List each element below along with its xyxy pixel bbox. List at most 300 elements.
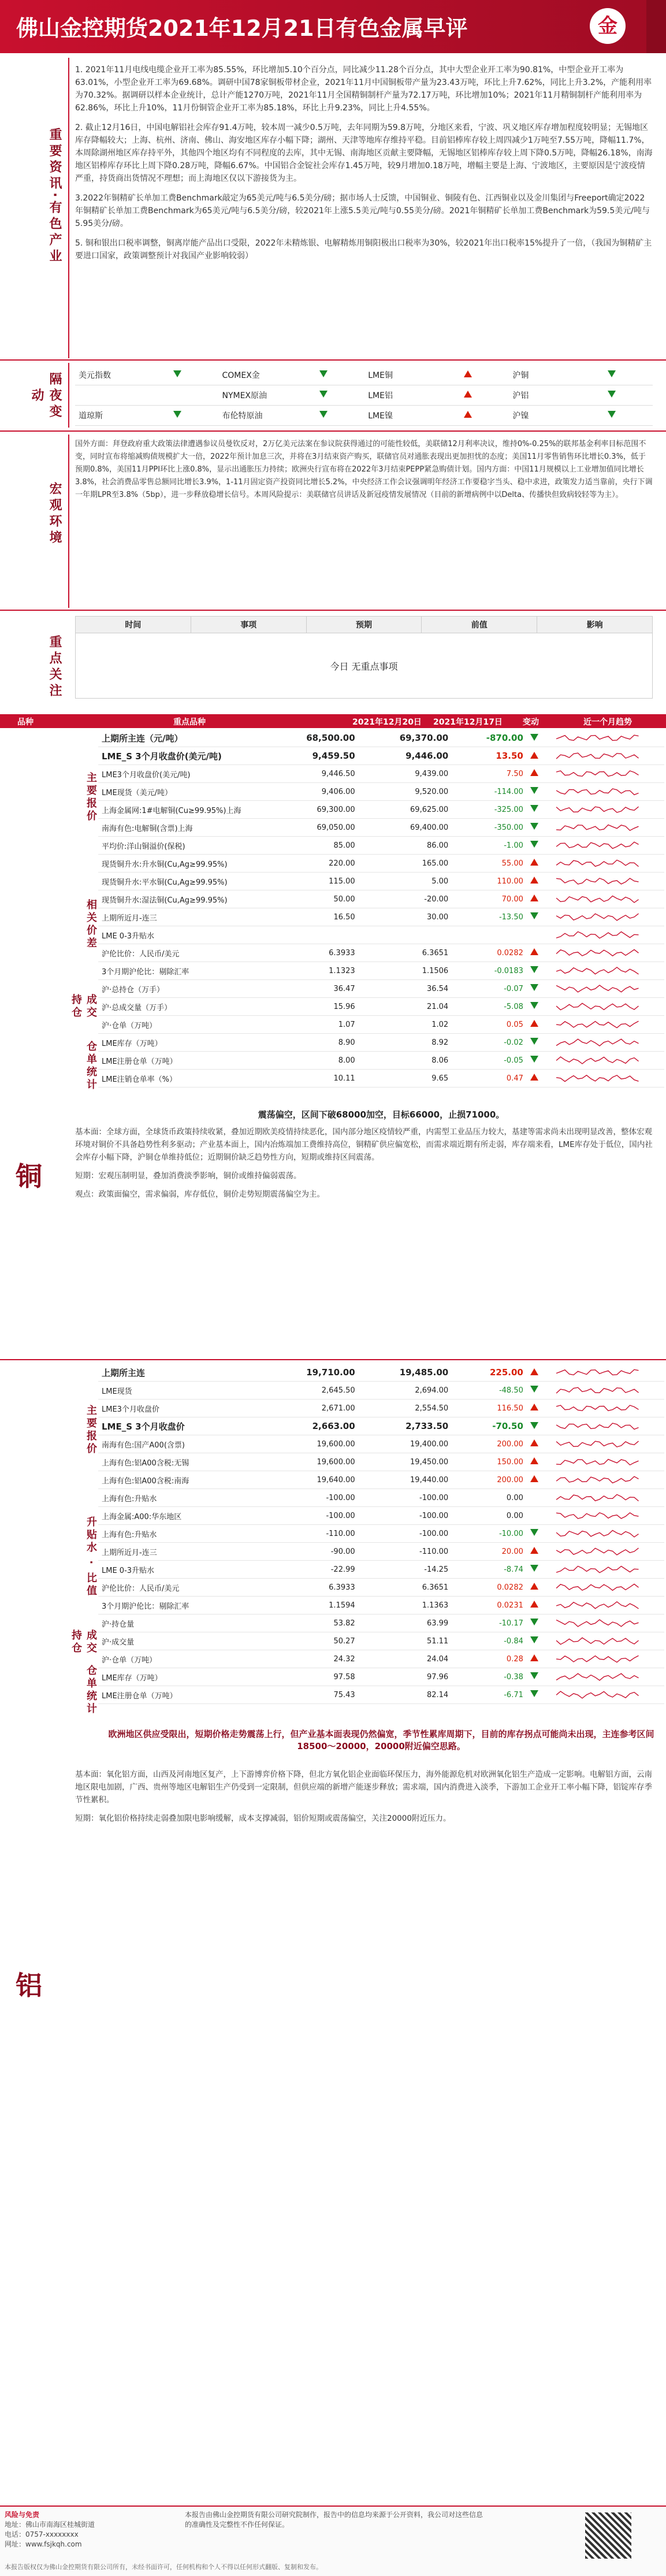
row-name: 3个月期沪伦比：剔除汇率	[98, 1597, 265, 1614]
value-previous: 24.04	[359, 1650, 452, 1668]
footer-address: 地址：佛山市南海区桂城街道	[5, 2521, 95, 2529]
trend-sparkline	[556, 856, 643, 870]
value-change: -0.84	[452, 1632, 527, 1650]
company-logo: 金	[590, 8, 626, 44]
price-row	[98, 819, 664, 837]
overnight-item-dir	[316, 385, 364, 406]
up-arrow-icon	[530, 769, 538, 776]
aluminum-band: 欧洲地区供应受限出，短期价格走势震荡上行，但产业基本面表现仍然偏宽，季节性累库周期下，目前的库存拐点可能尚未出现，主连参考区间18500～20000，20000附近偏空思路。	[108, 1729, 654, 1751]
value-current: 10.11	[265, 1070, 359, 1087]
price-row	[98, 1364, 664, 1382]
trend-sparkline	[556, 785, 643, 799]
copper-band: 震荡偏空，区间下破68000加空，目标66000，止损71000。	[258, 1109, 505, 1120]
copper-group-stock: 仓单统计	[85, 1041, 97, 1092]
trend-cell	[553, 1686, 664, 1704]
trend-line	[556, 1039, 639, 1046]
trend-line	[556, 967, 639, 974]
news-item: 5. 铜和银出口税率调整，铜离岸能产品出口受限，2022年未精炼银、电解精炼用铜阳极出口税率为30%，较2021年出口税率15%提升了一倍，（我国为铜精矿主要进口国家，政策调整预计对我国产业影响较弱）	[75, 239, 652, 261]
value-current: 19,600.00	[265, 1435, 359, 1453]
trend-line	[556, 949, 639, 956]
value-current: 9,446.50	[265, 765, 359, 783]
price-row	[98, 944, 664, 962]
value-change: -0.07	[452, 980, 527, 998]
trend-sparkline	[556, 1598, 643, 1612]
value-change: -350.00	[452, 819, 527, 837]
analysis-para: 基本面：氧化铝方面，山西及河南地区复产，上下游博弈价格下降，但北方氧化铝企业面临环保压力，海外能源危机对欧洲氧化铝生产造成一定影响。电解铝方面，云南地区限电加剧，广西、贵州等地区电解铝生产仍受到一定限制，但供应端的新增产能逐步释放；需求端，国内消费进入淡季，下游加工企业开工率小幅下降，铝锭库存季节性累积。	[75, 1770, 652, 1805]
value-change: 200.00	[452, 1471, 527, 1489]
macro-text: 国外方面：拜登政府重大政策法律遭遇参议员曼钦反对，2万亿美元法案在参议院获得通过的可能性较低，美联储12月利率决议，维持0%-0.25%的联邦基金利率目标范围不变，同时宣布将缩减购债规模扩大一倍，2022年预计加息三次，并将在3月结束资产购买，联储官员对通胀表现出更加担忧的态度；美国11月零售销售环比增长0.3%，低于预期0.8%，美国11月PPI环比上涨0.8%，显示出通胀压力持续；欧洲央行宣布将在2022年3月结束PEPP紧急购债计划。国内方面：中国11月规模以上工业增加值同比增长3.8%，社会消费品零售总额同比增长3.9%，1-11月固定资产投资同比增长5.2%，中央经济工作会议强调明年经济工作要稳字当头、稳中求进，政策发力适当靠前，央行下调一年期LPR至3.8%（5bp），进一步释放稳增长信号。本周风险提示：美联储官员讲话及新冠疫情发展情况（目前的新增病例中以Delta、传播快但致病较轻等为主）。	[75, 440, 653, 499]
row-name: LME现货（美元/吨）	[98, 783, 265, 801]
price-row	[98, 783, 664, 801]
down-arrow-icon	[530, 734, 538, 741]
value-previous: 2,554.50	[359, 1400, 452, 1417]
section-divider	[68, 58, 69, 358]
up-arrow-icon	[530, 1457, 538, 1464]
value-current: 75.43	[265, 1686, 359, 1704]
value-change: 116.50	[452, 1400, 527, 1417]
value-change: -48.50	[452, 1382, 527, 1400]
trend-line	[556, 1405, 639, 1411]
change-arrow	[527, 1016, 553, 1034]
up-arrow-icon	[530, 859, 538, 866]
value-change: 0.47	[452, 1070, 527, 1087]
trend-line	[556, 1423, 639, 1429]
value-current	[265, 926, 359, 944]
value-current: 68,500.00	[265, 729, 359, 747]
change-arrow	[527, 783, 553, 801]
trend-sparkline	[556, 803, 643, 816]
row-name: 上海有色:升贴水	[98, 1489, 265, 1507]
trend-line	[556, 1075, 639, 1082]
value-change: 0.28	[452, 1650, 527, 1668]
down-arrow-icon	[530, 805, 538, 812]
value-current: 50.27	[265, 1632, 359, 1650]
value-current: 24.32	[265, 1650, 359, 1668]
overnight-item-name	[75, 385, 170, 406]
up-arrow-icon	[530, 1583, 538, 1590]
value-current: 53.82	[265, 1614, 359, 1632]
row-name: LME注销仓单率（%）	[98, 1070, 265, 1087]
trend-line	[556, 1656, 639, 1662]
overnight-item-dir	[604, 365, 653, 385]
value-change: -6.71	[452, 1686, 527, 1704]
trend-sparkline	[556, 1473, 643, 1487]
down-arrow-icon	[608, 411, 616, 418]
up-arrow-icon	[530, 752, 538, 759]
price-row	[98, 1489, 664, 1507]
up-arrow-icon	[530, 1074, 538, 1081]
row-name: LME现货	[98, 1382, 265, 1400]
change-arrow	[527, 1400, 553, 1417]
value-previous: 9.65	[359, 1070, 452, 1087]
value-previous: 1.1506	[359, 962, 452, 980]
trend-line	[556, 1548, 639, 1555]
trend-sparkline	[556, 946, 643, 960]
news-item: 1. 2021年11月电线电缆企业开工率为85.55%，环比增加5.10个百分点，同比减少11.28个百分点，其中大型企业开工率为90.81%，中型企业开工率为63.01%，小型企业开工率为69.68%。调研中国78家铜板带材企业，2021年11月中国铜板带产量为23.43万吨，环比上升7.62%，同比上升3.2%，产能利用率为70.32%。据调研以样本企业统计，总计产能1270万吨，2021年11月全国精铜制杆产量为72.17万吨，环比增加10%；2021年11月精铜制杆产能利用率为62.86%，环比上升10%，11月份铜管企业开工率为85.18%，环比上升9.23%，同比上升4.55%。	[75, 65, 652, 113]
down-arrow-icon	[530, 1386, 538, 1393]
value-current: 9,459.50	[265, 747, 359, 765]
overnight-item-name: 沪铝	[509, 385, 604, 406]
trend-cell	[553, 926, 664, 944]
trend-cell	[553, 1668, 664, 1686]
trend-sparkline	[556, 1437, 643, 1451]
trend-cell	[553, 873, 664, 890]
col-item: 重点品种	[173, 718, 206, 727]
change-arrow	[527, 980, 553, 998]
aluminum-group-spread: 升贴水 · 比值	[85, 1516, 97, 1598]
overnight-row	[75, 385, 653, 406]
trend-line	[556, 1673, 639, 1680]
focus-col-expected: 预期	[306, 617, 422, 633]
trend-sparkline	[556, 1616, 643, 1630]
trend-line	[556, 931, 639, 938]
trend-line	[556, 1494, 639, 1501]
trend-cell	[553, 962, 664, 980]
trend-sparkline	[556, 910, 643, 924]
aluminum-group-trade: 成交持仓	[70, 1630, 97, 1655]
aluminum-group-price: 主要报价	[85, 1405, 97, 1456]
value-previous: -100.00	[359, 1489, 452, 1507]
value-previous: 21.04	[359, 998, 452, 1016]
trend-line	[556, 842, 639, 848]
price-row	[98, 873, 664, 890]
overnight-item-dir	[170, 365, 218, 385]
value-change: -114.00	[452, 783, 527, 801]
trend-sparkline	[556, 749, 643, 763]
value-change: -0.0183	[452, 962, 527, 980]
trend-cell	[553, 1453, 664, 1471]
row-name: 上海有色:升贴水	[98, 1525, 265, 1543]
value-previous: 5.00	[359, 873, 452, 890]
up-arrow-icon	[530, 1654, 538, 1661]
overnight-item-dir	[316, 406, 364, 426]
trend-line	[556, 789, 639, 795]
value-change: 13.50	[452, 747, 527, 765]
value-current: -110.00	[265, 1525, 359, 1543]
footer	[0, 2506, 666, 2576]
value-change: -1.00	[452, 837, 527, 855]
value-previous: 9,520.00	[359, 783, 452, 801]
section-divider	[68, 435, 69, 608]
row-name: LME_S 3个月收盘价	[98, 1417, 265, 1435]
analysis-para: 短期：氧化铝价格持续走弱叠加限电影响缓解，成本支撑减弱，铝价短期或震荡偏空，关注20000附近压力。	[75, 1814, 451, 1823]
trend-line	[556, 1003, 639, 1009]
value-previous	[359, 926, 452, 944]
up-arrow-icon	[530, 1020, 538, 1027]
row-name: 现货铜升水:平水铜(Cu,Ag≥99.95%)	[98, 873, 265, 890]
down-arrow-icon	[530, 1422, 538, 1429]
down-arrow-icon	[319, 411, 328, 418]
row-name: 南海有色:国产A00(含票)	[98, 1435, 265, 1453]
trend-cell	[553, 1543, 664, 1561]
row-name: LME3个月收盘价(美元/吨)	[98, 765, 265, 783]
price-row	[98, 1400, 664, 1417]
trend-line	[556, 985, 639, 992]
change-arrow	[527, 1507, 553, 1525]
footer-statement: 本报告由佛山金控期货有限公司研究院制作，报告中的信息均来源于公开资料，我公司对这些信息的准确性及完整性不作任何保证。	[185, 2511, 483, 2529]
value-change	[452, 926, 527, 944]
row-name: LME库存（万吨）	[98, 1034, 265, 1052]
value-previous: -100.00	[359, 1525, 452, 1543]
down-arrow-icon	[173, 370, 181, 377]
value-current: 85.00	[265, 837, 359, 855]
value-current: 19,710.00	[265, 1364, 359, 1382]
trend-sparkline	[556, 1688, 643, 1702]
section-rule	[0, 359, 666, 361]
price-row	[98, 1016, 664, 1034]
value-change: -70.50	[452, 1417, 527, 1435]
price-row	[98, 1561, 664, 1579]
trend-line	[556, 1620, 639, 1627]
overnight-row	[75, 406, 653, 426]
down-arrow-icon	[608, 370, 616, 377]
value-current: 8.90	[265, 1034, 359, 1052]
news-item: 2. 截止12月16日，中国电解铝社会库存91.4万吨，较本周一减少0.5万吨，去年同期为59.8万吨，分地区来看，宁波、巩义地区库存增加程度较明显；无锡地区库存降幅较大；上海、杭州、济南、佛山、海安地区库存小幅下降；湖州、天津等地库存维持平稳。目前铝棒库存较上周四减少1万吨至7.55万吨，降幅11.7%，本周除湖州地区库存持平外，其他四个地区均有不同程度的去库，其中无锡、南海地区贡献主要降幅，无锡地区铝棒库存较上周下降0.5万吨，降幅26.18%，南海地区铝棒库存环比上周下降0.28万吨，降幅6.67%。中国铝合金锭社会库存1.45万吨，较9月增加0.18万吨，增幅主要是上海、宁波地区，主要原因是宁波疫情严重，持货商出货情况不理想；而上海地区仅以下游接货为主。	[75, 123, 653, 183]
down-arrow-icon	[530, 1056, 538, 1063]
news-item: 3.2022年铜精矿长单加工费Benchmark敲定为65美元/吨与6.5美分/磅；据市场人士反馈，中国铜业、铜陵有色、江西铜业以及金川集团与Freeport确定2022年铜精矿长单加工费Benchmark为65美元/吨与6.5美分/磅，较2021年上涨5.5美元/吨与0.55美分/磅。2021年铜精矿长单加工费Benchmark为59.5美元/吨与5.95美分/磅。	[75, 194, 650, 228]
trend-sparkline	[556, 1401, 643, 1415]
row-name: 沪·总成交量（万手）	[98, 998, 265, 1016]
value-current: -100.00	[265, 1489, 359, 1507]
value-previous: 19,485.00	[359, 1364, 452, 1382]
row-name: 沪伦比价：人民币/美元	[98, 944, 265, 962]
focus-col-time: 时间	[76, 617, 191, 633]
up-arrow-icon	[530, 1368, 538, 1375]
price-row	[98, 1034, 664, 1052]
value-previous: 1.1363	[359, 1597, 452, 1614]
col-trend: 近一个月趋势	[583, 718, 632, 727]
price-row	[98, 1579, 664, 1597]
value-current: 115.00	[265, 873, 359, 890]
trend-cell	[553, 998, 664, 1016]
price-row	[98, 1417, 664, 1435]
price-row	[98, 729, 664, 747]
trend-line	[556, 1638, 639, 1644]
overnight-item-name: NYMEX原油	[218, 385, 315, 406]
trend-line	[556, 1441, 639, 1447]
news-block	[75, 64, 653, 269]
copper-price-table	[98, 729, 664, 1087]
trend-cell	[553, 1471, 664, 1489]
change-arrow	[527, 1471, 553, 1489]
change-arrow	[527, 1650, 553, 1668]
value-current: -22.99	[265, 1561, 359, 1579]
trend-sparkline	[556, 1018, 643, 1031]
trend-line	[556, 1387, 639, 1393]
value-change: -325.00	[452, 801, 527, 819]
price-row	[98, 1070, 664, 1087]
trend-cell	[553, 801, 664, 819]
down-arrow-icon	[530, 1672, 538, 1679]
change-arrow	[527, 1543, 553, 1561]
overnight-item-name: LME铜	[364, 365, 460, 385]
trend-line	[556, 1476, 639, 1483]
price-row	[98, 1543, 664, 1561]
price-row	[98, 962, 664, 980]
trend-sparkline	[556, 1455, 643, 1469]
value-change: 0.05	[452, 1016, 527, 1034]
value-current: 1.1594	[265, 1597, 359, 1614]
trend-sparkline	[556, 982, 643, 996]
value-current: 19,640.00	[265, 1471, 359, 1489]
footer-risk-title: 风险与免责	[5, 2511, 40, 2519]
trend-sparkline	[556, 731, 643, 745]
value-change: 0.00	[452, 1507, 527, 1525]
value-previous: 86.00	[359, 837, 452, 855]
change-arrow	[527, 1632, 553, 1650]
qr-code	[585, 2512, 631, 2559]
down-arrow-icon	[530, 1565, 538, 1572]
trend-sparkline	[556, 1419, 643, 1433]
overnight-item-name: 沪镍	[509, 406, 604, 426]
row-name: 沪·持仓量	[98, 1614, 265, 1632]
value-change: -10.17	[452, 1614, 527, 1632]
value-change: 0.0282	[452, 944, 527, 962]
row-name: 3个月期沪伦比：剔除汇率	[98, 962, 265, 980]
down-arrow-icon	[530, 787, 538, 794]
section-rule	[0, 610, 666, 611]
trend-sparkline	[556, 1035, 643, 1049]
trend-line	[556, 878, 639, 884]
price-row	[98, 890, 664, 908]
trend-line	[556, 1691, 639, 1698]
report-header	[0, 0, 666, 53]
value-change: -10.00	[452, 1525, 527, 1543]
trend-cell	[553, 1400, 664, 1417]
value-current: 8.00	[265, 1052, 359, 1070]
trend-cell	[553, 1052, 664, 1070]
value-current: 2,645.50	[265, 1382, 359, 1400]
trend-cell	[553, 980, 664, 998]
overnight-item-dir	[460, 406, 509, 426]
trend-sparkline	[556, 1670, 643, 1684]
trend-sparkline	[556, 1527, 643, 1541]
trend-cell	[553, 837, 664, 855]
trend-cell	[553, 1364, 664, 1382]
row-name: LME_S 3个月收盘价(美元/吨)	[98, 747, 265, 765]
overnight-item-dir	[604, 406, 653, 426]
section-macro-label: 宏观环境	[47, 482, 62, 547]
col-date2: 2021年12月17日	[433, 718, 503, 727]
focus-col-impact: 影响	[537, 617, 653, 633]
trend-cell	[553, 819, 664, 837]
value-previous: 82.14	[359, 1686, 452, 1704]
up-arrow-icon	[530, 894, 538, 901]
value-previous: -110.00	[359, 1543, 452, 1561]
trend-sparkline	[556, 1509, 643, 1523]
trend-line	[556, 1369, 639, 1375]
change-arrow	[527, 1034, 553, 1052]
price-row	[98, 765, 664, 783]
down-arrow-icon	[319, 370, 328, 377]
value-change: 0.0231	[452, 1597, 527, 1614]
col-variety: 品种	[17, 718, 34, 727]
section-focus-label: 重点关注	[47, 635, 62, 700]
value-change: 150.00	[452, 1453, 527, 1471]
row-name: 上期所近月-连三	[98, 908, 265, 926]
up-arrow-icon	[530, 948, 538, 955]
analysis-para: 基本面：全球方面，全球货币政策持续收紧，叠加近期欧美疫情持续恶化，国内部分地区疫情较严重，内需型工业品压力较大，基建等需求尚未出现明显改善，整体宏观环境对铜价不具备趋势性利多驱动；产业基本面上，国内冶炼端加工费维持高位，铜精矿供应偏宽松，而需求端近期有所走弱，库存端来看，LME库存处于低位，国内社会库存小幅下降，沪铜仓单维持低位；近期铜价缺乏趋势性方向，短期或维持区间震荡。	[75, 1127, 653, 1162]
overnight-item-dir	[460, 385, 509, 406]
value-current: -90.00	[265, 1543, 359, 1561]
copper-label: 铜	[16, 1161, 42, 1192]
value-current: 16.50	[265, 908, 359, 926]
change-arrow	[527, 908, 553, 926]
price-row	[98, 1650, 664, 1668]
change-arrow	[527, 998, 553, 1016]
change-arrow	[527, 1525, 553, 1543]
footer-contact	[5, 2510, 178, 2549]
row-name: 沪伦比价：人民币/美元	[98, 1579, 265, 1597]
down-arrow-icon	[530, 966, 538, 973]
value-previous: 69,400.00	[359, 819, 452, 837]
price-row	[98, 1525, 664, 1543]
focus-table	[75, 616, 653, 699]
value-current: -100.00	[265, 1507, 359, 1525]
trend-line	[556, 860, 639, 866]
trend-cell	[553, 1597, 664, 1614]
up-arrow-icon	[464, 391, 472, 398]
trend-cell	[553, 783, 664, 801]
change-arrow	[527, 873, 553, 890]
row-name: LME库存（万吨）	[98, 1668, 265, 1686]
value-previous: -100.00	[359, 1507, 452, 1525]
overnight-item-name: COMEX金	[218, 365, 315, 385]
overnight-item-name: 美元指数	[75, 365, 170, 385]
value-change: -0.38	[452, 1668, 527, 1686]
trend-sparkline	[556, 1053, 643, 1067]
row-name: 现货铜升水:升水铜(Cu,Ag≥99.95%)	[98, 855, 265, 873]
overnight-row	[75, 365, 653, 385]
change-arrow	[527, 962, 553, 980]
overnight-item-dir	[170, 385, 218, 406]
overnight-item-dir	[170, 406, 218, 426]
change-arrow	[527, 1417, 553, 1435]
value-change: -8.74	[452, 1561, 527, 1579]
change-arrow	[527, 1489, 553, 1507]
focus-empty: 今日 无重点事项	[76, 633, 653, 699]
trend-line	[556, 914, 639, 920]
change-arrow	[527, 1070, 553, 1087]
change-arrow	[527, 1435, 553, 1453]
row-name: LME注册仓单（万吨）	[98, 1686, 265, 1704]
price-row	[98, 837, 664, 855]
trend-line	[556, 771, 639, 776]
overnight-item-dir	[316, 365, 364, 385]
value-previous: 2,733.50	[359, 1417, 452, 1435]
value-current: 69,300.00	[265, 801, 359, 819]
row-name: 现货铜升水:湿法铜(Cu,Ag≥99.95%)	[98, 890, 265, 908]
change-arrow	[527, 1686, 553, 1704]
change-arrow	[527, 747, 553, 765]
trend-cell	[553, 944, 664, 962]
change-arrow	[527, 837, 553, 855]
change-arrow	[527, 801, 553, 819]
value-previous: 6.3651	[359, 1579, 452, 1597]
trend-cell	[553, 1070, 664, 1087]
row-name: 沪·成交量	[98, 1632, 265, 1650]
price-row	[98, 747, 664, 765]
value-previous: -14.25	[359, 1561, 452, 1579]
down-arrow-icon	[530, 823, 538, 830]
value-current: 2,663.00	[265, 1417, 359, 1435]
row-name: LME3个月收盘价	[98, 1400, 265, 1417]
change-arrow	[527, 855, 553, 873]
value-change: 7.50	[452, 765, 527, 783]
value-change: -0.02	[452, 1034, 527, 1052]
value-previous: 97.96	[359, 1668, 452, 1686]
value-previous: -20.00	[359, 890, 452, 908]
